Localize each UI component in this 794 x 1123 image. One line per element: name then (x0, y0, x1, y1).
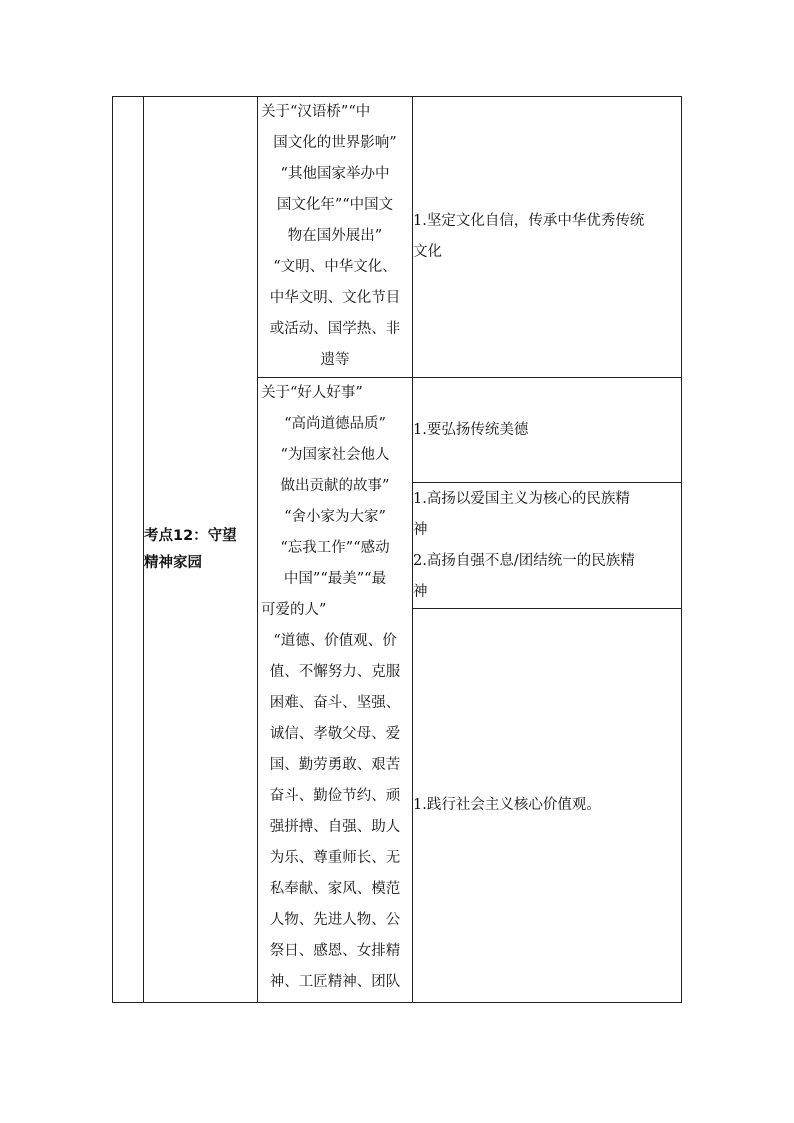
point-line: 1.践行社会主义核心价值观。 (413, 797, 601, 813)
keyword-line: 值、不懈努力、克服 (269, 664, 401, 680)
keyword-line: 私奉献、家风、模范 (269, 881, 401, 897)
keyword-line: 神、工匠精神、团队 (269, 974, 401, 990)
keyword-line: “忘我工作”“感动 (280, 540, 390, 556)
keyword-line: 人物、先进人物、公 (269, 912, 401, 928)
topic-title-line-1: 考点12：守望 (144, 527, 237, 544)
point-line: 1.坚定文化自信，传承中华优秀传统 (413, 213, 645, 229)
keyword-line: 奋斗、勤俭节约、顽 (269, 788, 401, 804)
point-line: 2.高扬自强不息/团结统一的民族精 (413, 552, 635, 569)
keyword-line: “道德、价值观、价 (273, 633, 397, 649)
point-cell (413, 97, 682, 378)
point-cell (413, 609, 682, 1003)
keyword-line: “文明、中华文化、 (273, 259, 397, 275)
keyword-line: 国、勤劳勇敢、艰苦 (269, 757, 401, 773)
keyword-line: 诚信、孝敬父母、爱 (269, 726, 401, 742)
keyword-line: 或活动、国学热、非 (269, 321, 401, 337)
knowledge-table (112, 96, 682, 1003)
keyword-line: 国文化的世界影响” (273, 135, 397, 151)
point-line: 神 (413, 521, 428, 538)
keyword-line: 物在国外展出” (287, 228, 383, 244)
keyword-line: 祭日、感恩、女排精 (269, 943, 401, 959)
keyword-line: “其他国家举办中 (280, 166, 390, 182)
keywords-cell (258, 97, 413, 378)
point-cell (413, 378, 682, 483)
point-line: 1.要弘扬传统美德 (413, 421, 529, 438)
keyword-line: 中国”“最美”“最 (283, 571, 387, 587)
keyword-line: 强拼搏、自强、助人 (269, 819, 401, 835)
keyword-line: 关于“汉语桥”“中 (261, 104, 371, 120)
keyword-line: 遗等 (320, 352, 350, 368)
keyword-line: “为国家社会他人 (280, 447, 390, 463)
blank-cell (113, 97, 144, 1003)
keyword-line: “舍小家为大家” (284, 509, 386, 525)
keyword-line: 为乐、尊重师长、无 (269, 850, 401, 866)
topic-title-line-2: 精神家园 (144, 554, 202, 571)
keyword-line: “高尚道德品质” (284, 416, 386, 432)
keyword-line: 做出贡献的故事” (280, 478, 390, 494)
keyword-line: 中华文明、文化节目 (269, 290, 401, 306)
point-cell (413, 483, 682, 609)
point-line: 文化 (413, 244, 442, 260)
point-line: 1.高扬以爱国主义为核心的民族精 (413, 490, 630, 507)
keyword-line: 困难、奋斗、坚强、 (269, 695, 401, 711)
keyword-line: 国文化年”“中国文 (276, 197, 394, 213)
keyword-line: 关于“好人好事” (261, 385, 363, 401)
table-row (113, 97, 682, 378)
keyword-line: 可爱的人” (261, 602, 327, 618)
topic-cell (144, 97, 258, 1003)
keywords-cell (258, 378, 413, 1003)
point-line: 神 (413, 583, 428, 600)
